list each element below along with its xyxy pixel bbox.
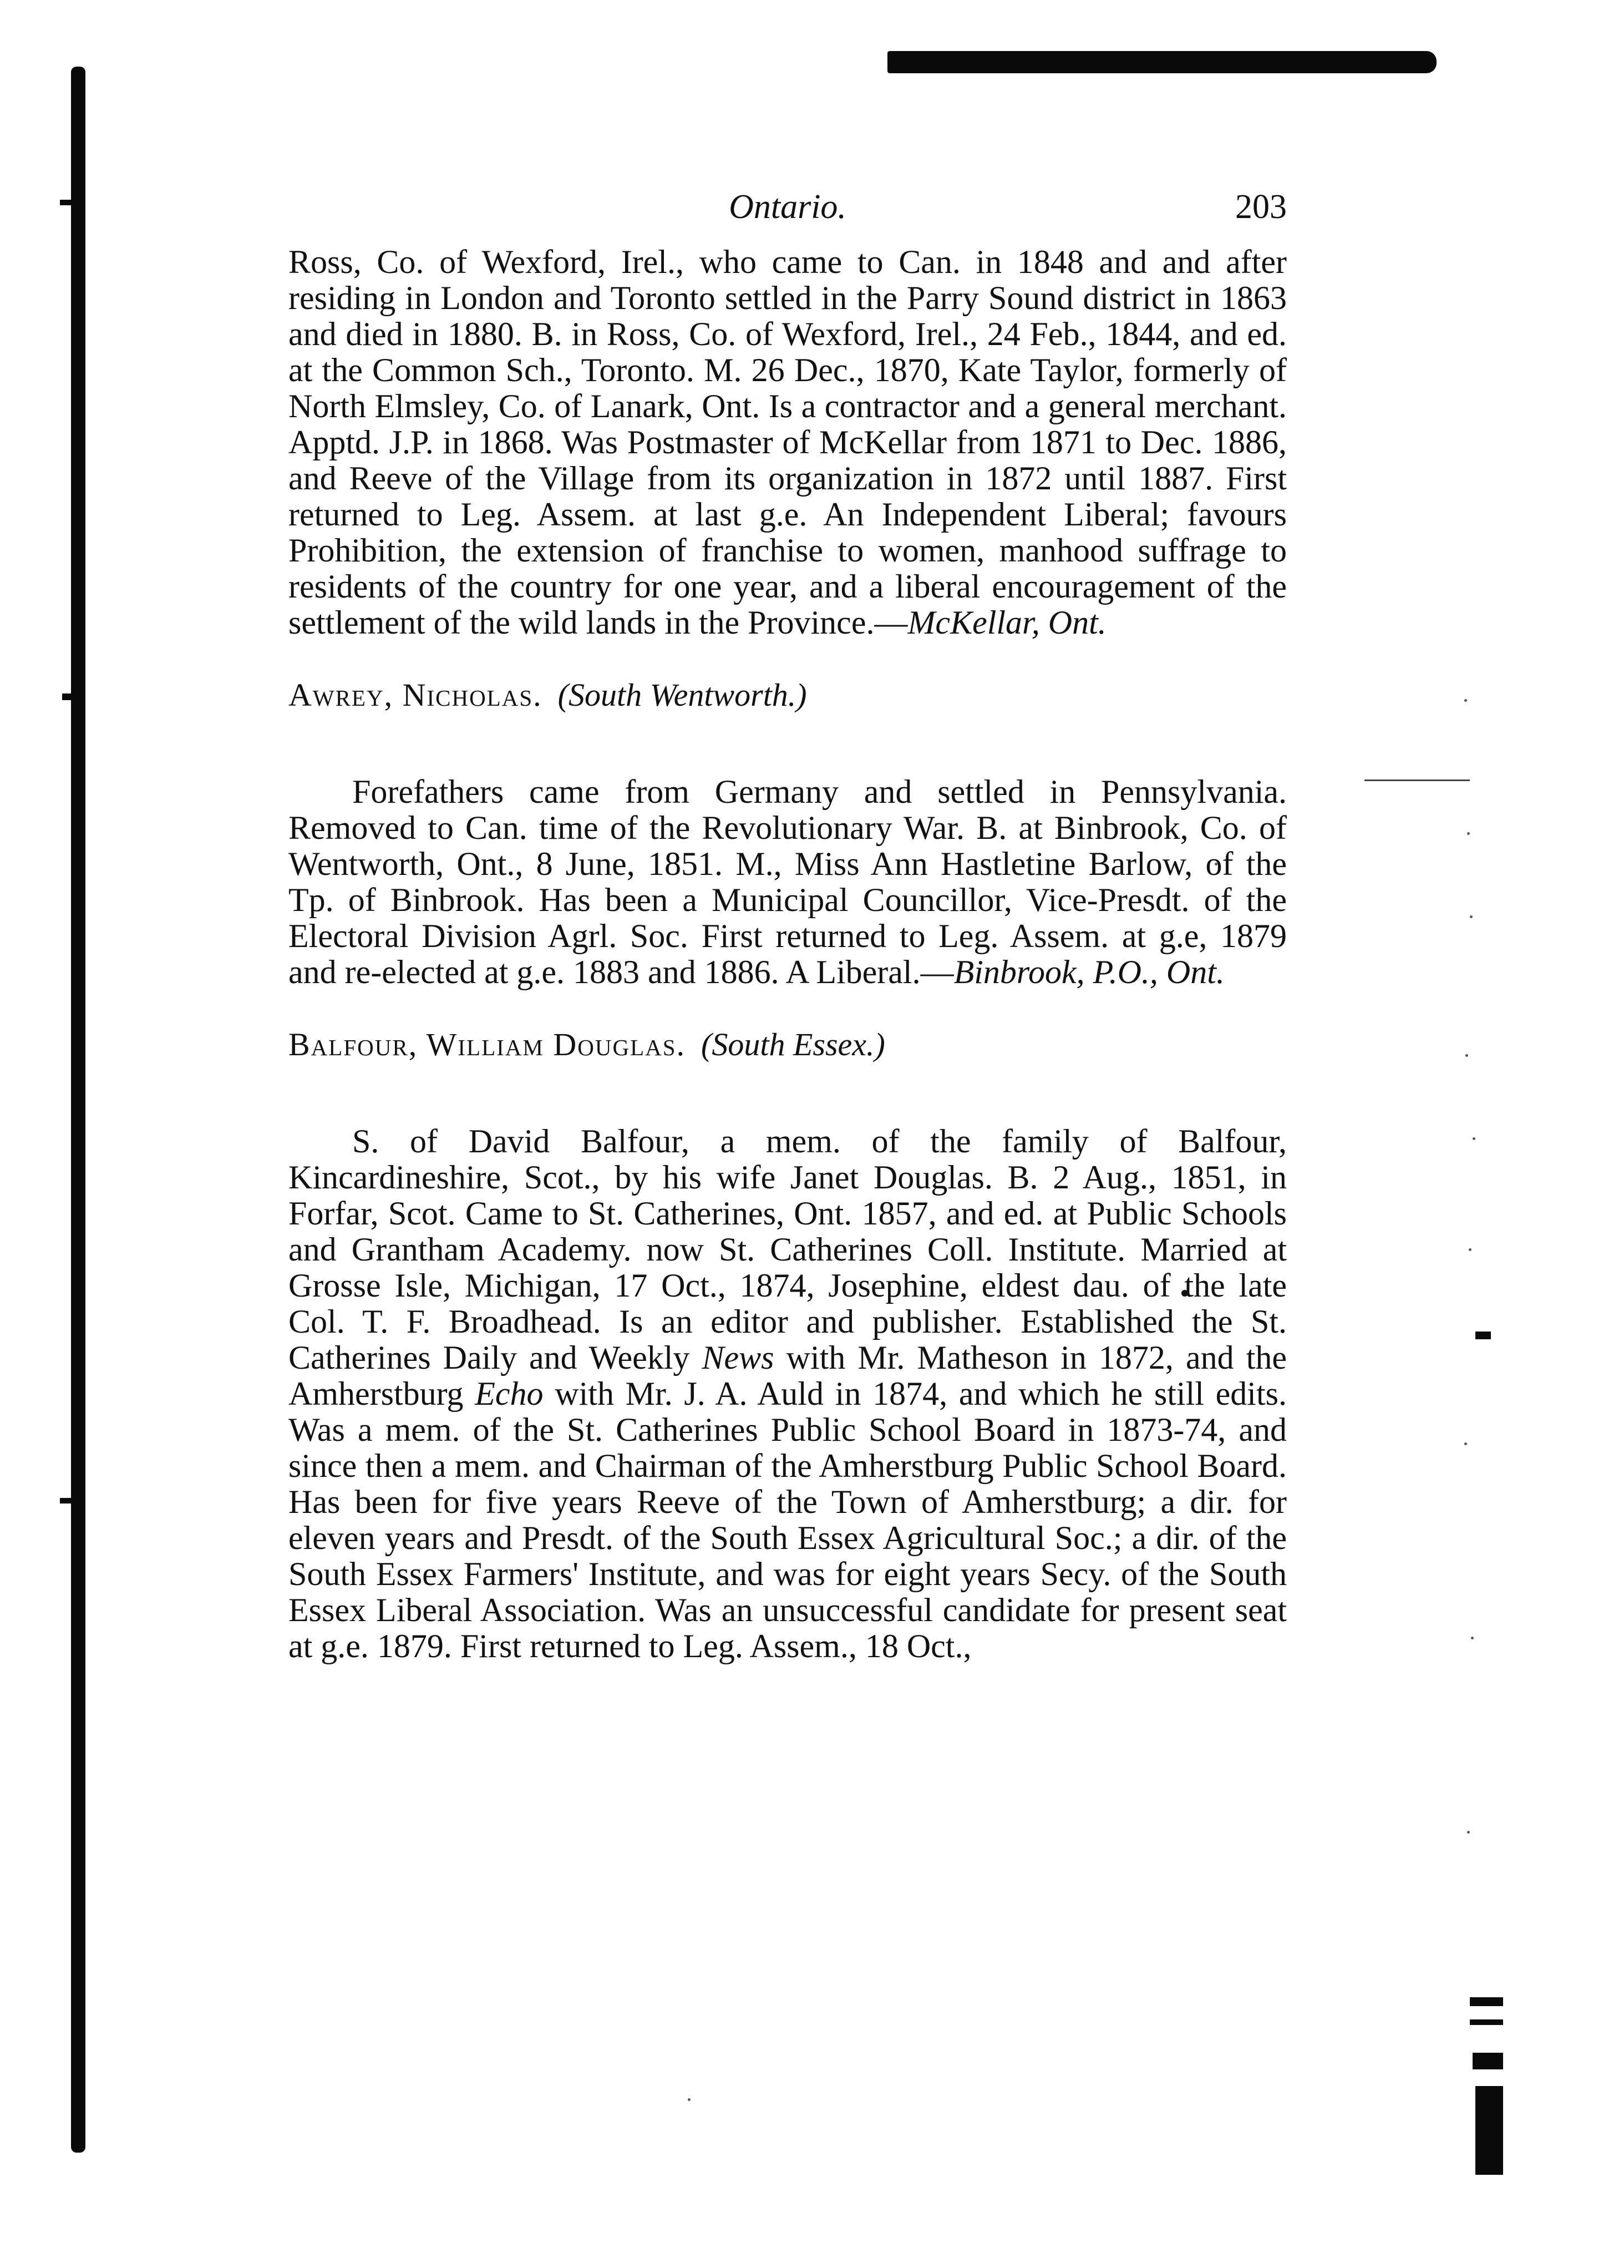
scan-mark	[1467, 832, 1470, 835]
running-title: Ontario.	[729, 188, 846, 226]
scan-mark	[1471, 1637, 1474, 1639]
scan-mark	[60, 200, 75, 205]
scan-mark	[1470, 915, 1473, 918]
scan-mark	[62, 693, 75, 700]
scan-mark	[1364, 779, 1470, 781]
entry-body-awrey	[288, 774, 1287, 990]
book-page	[288, 183, 1287, 2125]
newspaper-title: Echo	[475, 1375, 544, 1412]
scan-mark	[1470, 2019, 1503, 2025]
scan-mark	[1475, 1332, 1491, 1339]
entry-text: with Mr. Matheson in 1872, and the Amherstburg	[288, 1339, 1287, 1412]
entry-heading-awrey	[288, 677, 1287, 713]
scan-mark	[1473, 2053, 1503, 2069]
scan-mark	[1470, 1997, 1503, 2006]
entry-continuation	[288, 244, 1287, 641]
entry-body-balfour	[288, 1123, 1287, 1664]
entry-text: with Mr. J. A. Auld in 1874, and which he still edits. Was a mem. of the St. Catherines Public School Board in 1873-74, and since then a mem. and Chairman of the Amherstburg Public School Board. Has been for five years Reeve of the Town of Amherstburg; a dir. for eleven years and Presdt. of the South Essex Agricultural Soc.; a dir. of the South Essex Farmers' Institute, and was for eight years Secy. of the South Essex Liberal Association. Was an unsuccessful candidate for present seat at g.e. 1879. First returned to Leg. Assem., 18 Oct.,	[288, 1375, 1287, 1664]
member-name: Balfour, William Douglas.	[288, 1026, 686, 1062]
scan-mark	[1467, 1831, 1470, 1834]
scan-mark	[1469, 1248, 1471, 1251]
scan-mark	[1464, 699, 1467, 702]
entry-heading-balfour	[288, 1026, 1287, 1062]
entry-address: McKellar, Ont.	[907, 604, 1107, 641]
scan-mark	[1473, 1137, 1475, 1140]
scan-mark	[1464, 1442, 1467, 1445]
scan-mark	[60, 1498, 77, 1503]
member-name: Awrey, Nicholas.	[288, 677, 542, 713]
scan-mark	[1465, 1054, 1468, 1057]
riding-name: (South Wentworth.)	[557, 677, 807, 713]
entry-address: Binbrook, P.O., Ont.	[953, 954, 1225, 990]
running-head	[288, 183, 1287, 244]
entry-text: Forefathers came from Germany and settled in Pennsylvania. Removed to Can. time of the Revolutionary War. B. at Binbrook, Co. of Wentworth, Ont., 8 June, 1851. M., Miss Ann Hastletine Barlow, of the Tp. of Binbrook. Has been a Municipal Councillor, Vice-Presdt. of the Electoral Division Agrl. Soc. First returned to Leg. Assem. at g.e, 1879 and re-elected at g.e. 1883 and 1886. A Liberal.—	[288, 773, 1287, 990]
scan-edge-top-bar	[887, 51, 1437, 73]
entry-text: S. of David Balfour, a mem. of the family of Balfour, Kincardineshire, Scot., by his wife Janet Douglas. B. 2 Aug., 1851, in Forfar, Scot. Came to St. Catherines, Ont. 1857, and ed. at Public Schools and Grantham Academy. now St. Catherines Coll. Institute. Married at Grosse Isle, Michigan, 17 Oct., 1874, Josephine, eldest dau. of the late Col. T. F. Broadhead. Is an editor and publisher. Established the St. Catherines Daily and Weekly	[288, 1123, 1287, 1376]
scan-edge-left-bar	[71, 67, 85, 2153]
newspaper-title: News	[702, 1339, 774, 1376]
page-number: 203	[1235, 188, 1287, 226]
scan-mark	[1475, 2086, 1503, 2175]
riding-name: (South Essex.)	[701, 1026, 885, 1062]
entry-text: Ross, Co. of Wexford, Irel., who came to Can. in 1848 and and after residing in London and Toronto settled in the Parry Sound district in 1863 and died in 1880. B. in Ross, Co. of Wexford, Irel., 24 Feb., 1844, and ed. at the Common Sch., Toronto. M. 26 Dec., 1870, Kate Taylor, formerly of North Elmsley, Co. of Lanark, Ont. Is a contractor and a general merchant. Apptd. J.P. in 1868. Was Postmaster of McKellar from 1871 to Dec. 1886, and Reeve of the Village from its organization in 1872 until 1887. First returned to Leg. Assem. at last g.e. An Independent Liberal; favours Prohibition, the extension of franchise to women, manhood suffrage to residents of the country for one year, and a liberal encouragement of the settlement of the wild lands in the Province.—	[288, 244, 1287, 641]
